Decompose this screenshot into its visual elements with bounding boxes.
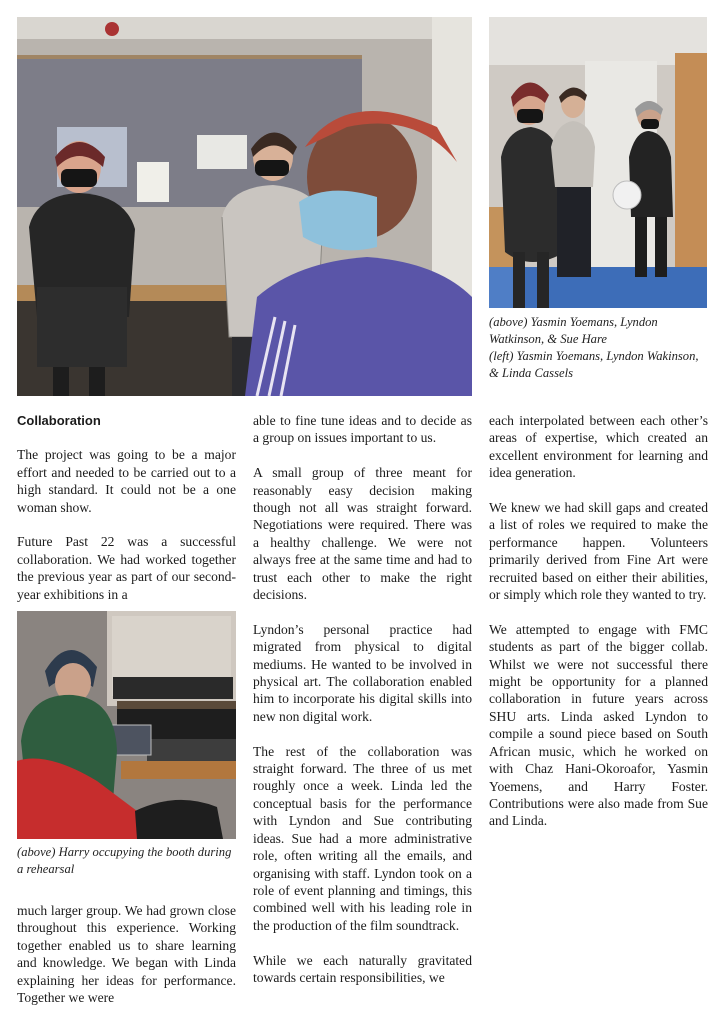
section-heading: Collaboration (17, 413, 101, 428)
article-column-1-continued (17, 902, 236, 1006)
caption-line: & Linda Cassels (489, 366, 573, 380)
photo-group-studio (17, 17, 472, 396)
paragraph: The rest of the collaboration was straight forward. The three of us met roughly once a week. Linda led the conceptual basis for the performance with Lyndon and Sue contributing ideas. Sue had a more administrative role, often writing all the emails, and organising with staff. Lyndon took on a role of event planning and timings, this combined well with his leading role in the production of the film soundtrack. (253, 743, 472, 933)
paragraph: We attempted to engage with FMC students as part of the bigger collab. Whilst we were not successful there might be opportunity for a planned collaboration in future years across SHU arts. Linda asked Lyndon to compile a sound piece based on South African music, which he worked on with Chaz Hani-Okoroafor, Yasmin Yoemens, and Harry Foster. Contributions were also made from Sue and Linda. (489, 621, 708, 829)
caption-line: Watkinson, & Sue Hare (489, 332, 607, 346)
caption-line: (left) Yasmin Yoemans, Lyndon Wakinson, (489, 349, 699, 363)
article-column-2 (253, 412, 472, 986)
photo-corridor (489, 17, 707, 308)
paragraph: Lyndon’s personal practice had migrated from physical to digital mediums. He wanted to be involved in physical art. The collaboration enabled him to incorporate his digital skills into new non digital work. (253, 621, 472, 724)
photo-sound-booth-image (17, 611, 236, 839)
photo-sound-booth (17, 611, 236, 839)
paragraph: each interpolated between each other’s areas of expertise, which created an excellent environment for learning and idea generation. (489, 413, 708, 481)
caption-line: a rehearsal (17, 862, 75, 876)
paragraph: A small group of three meant for reasonably easy decision making though not all was straight forward. Negotiations were required. There was a healthy challenge. We were not always free at the same time and had to trust each other to make the right decisions. (253, 465, 472, 603)
caption-line: (above) Yasmin Yoemans, Lyndon (489, 315, 658, 329)
paragraph: able to fine tune ideas and to decide as a group on issues important to us. (253, 413, 472, 446)
paragraph: We knew we had skill gaps and created a list of roles we required to make the performance happen. Volunteers primarily derived from Fine Art were recruited based on either their abilities, or simply which role they wanted to try. (489, 500, 708, 603)
paragraph: Future Past 22 was a successful collaboration. We had worked together the previous year as part of our second-year exhibitions in a (17, 534, 236, 602)
photo-corridor-image (489, 17, 707, 308)
paragraph: The project was going to be a major effort and needed to be carried out to a high standard. It could not be a one woman show. (17, 447, 236, 515)
caption-booth (17, 844, 242, 878)
paragraph: much larger group. We had grown close throughout this experience. Working together enabled us to share learning and knowledge. We began with Linda explaining her ideas for performance. Together we were (17, 903, 236, 1006)
caption-top-right (489, 314, 714, 382)
caption-line: (above) Harry occupying the booth during (17, 845, 232, 859)
photo-group-studio-image (17, 17, 472, 396)
article-column-3 (489, 412, 708, 830)
article-column-1 (17, 412, 236, 603)
paragraph: While we each naturally gravitated towards certain responsibilities, we (253, 952, 472, 985)
